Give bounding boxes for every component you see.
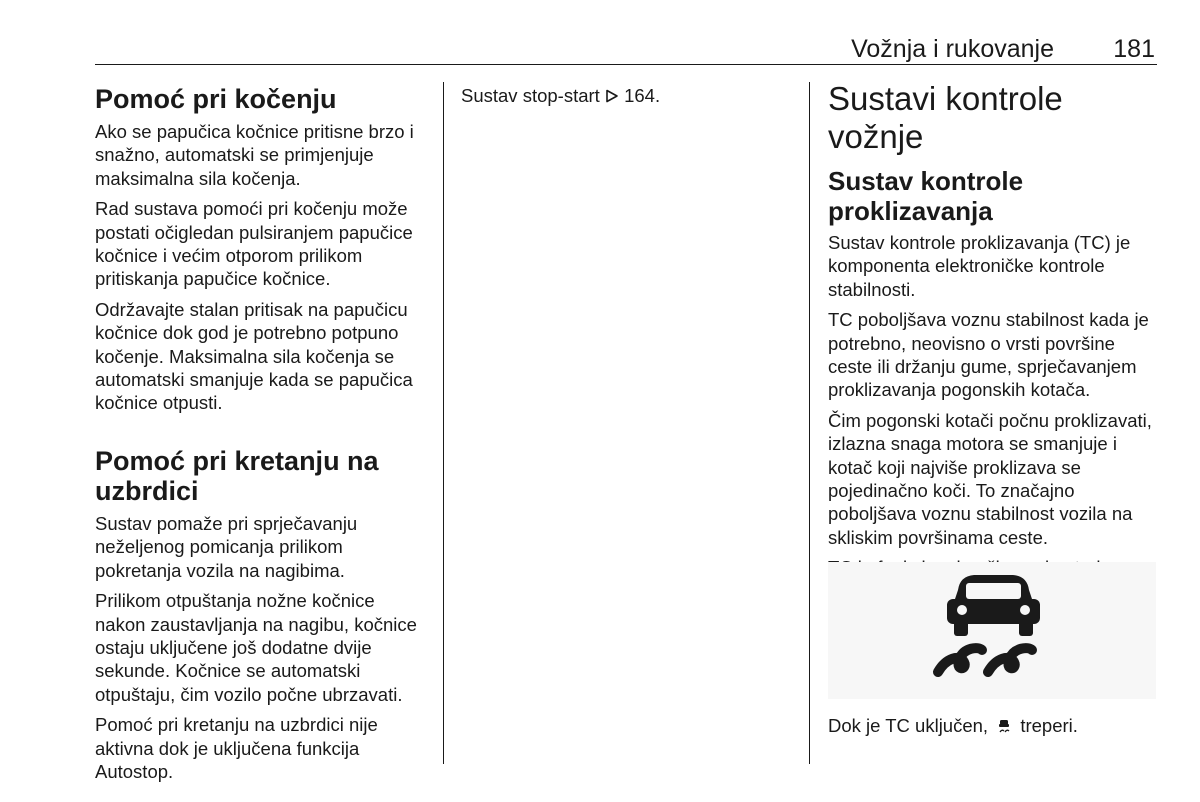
heading-line: Pomoć pri kretanju na	[95, 445, 379, 476]
cross-reference[interactable]	[461, 84, 791, 107]
column-1	[95, 84, 429, 790]
page-reference-icon	[605, 89, 619, 103]
page-header	[95, 34, 1157, 65]
paragraph: Pomoć pri kretanju na uzbrdici nije aktivna dok je uključena funkcija Autostop.	[95, 714, 378, 782]
paragraph: Ako se papučica kočnice pritisne brzo i snažno, automatski se primjenjuje maksimalna sila kočenja.	[95, 121, 414, 189]
traction-control-small-icon	[996, 716, 1012, 732]
paragraph: Rad sustava pomoći pri kočenju može postati očigledan pulsiranjem papučice kočnice i većim otporom prilikom pritiskanja papučice kočnice.	[95, 198, 413, 290]
paragraph: TC poboljšava voznu stabilnost kada je potrebno, neovisno o vrsti površine ceste ili držanju gume, sprječavanjem proklizavanja pogonskih kotača.	[828, 309, 1149, 401]
column-2	[461, 84, 791, 114]
heading-line: proklizavanja	[828, 196, 993, 226]
section-heading-hill-start-assist	[95, 446, 429, 506]
traction-control-icon	[828, 562, 1156, 699]
heading-line: Sustav kontrole	[828, 166, 1024, 196]
paragraph: Sustav pomaže pri sprječavanju neželjenog pomicanja prilikom pokretanja vozila na nagibima.	[95, 512, 358, 581]
paragraph: Prilikom otpuštanja nožne kočnice nakon zaustavljanja na nagibu, kočnice ostaju uključene još dodatne dvije sekunde. Kočnice se automatski otpuštaju, čim vozilo počne ubrzavati.	[95, 590, 417, 705]
heading-line: uzbrdici	[95, 475, 199, 506]
page-number: 181	[1113, 35, 1155, 63]
paragraph: Sustav kontrole proklizavanja (TC) je komponenta elektroničke kontrole stabilnosti.	[828, 232, 1131, 300]
cross-reference-page: 164.	[624, 85, 661, 106]
chapter-title: Vožnja i rukovanje	[851, 35, 1054, 63]
column-divider-1	[443, 82, 444, 764]
section-heading-traction-control	[828, 166, 1158, 226]
chapter-section-title: Sustavi kontrole vožnje	[828, 80, 1063, 155]
cross-reference-text: Sustav stop-start	[461, 85, 600, 106]
column-3	[828, 80, 1158, 610]
section-heading-brake-assist: Pomoć pri kočenju	[95, 84, 337, 114]
paragraph: Čim pogonski kotači počnu proklizavati, izlazna snaga motora se smanjuje i kotač koji najviše proklizava se pojedinačno koči. To značajno poboljšava voznu stabilnost vozila na skliskim površinama ceste.	[828, 409, 1152, 548]
paragraph: Održavajte stalan pritisak na papučicu kočnice dok god je potrebno potpuno kočenje. Maksimalna sila kočenja se automatski smanjuje kada se papučica kočnice otpusti.	[95, 298, 413, 414]
figure-caption: Dok je TC uključen, treperi.	[828, 715, 1078, 736]
traction-control-figure	[828, 562, 1156, 699]
column-divider-2	[809, 82, 810, 764]
